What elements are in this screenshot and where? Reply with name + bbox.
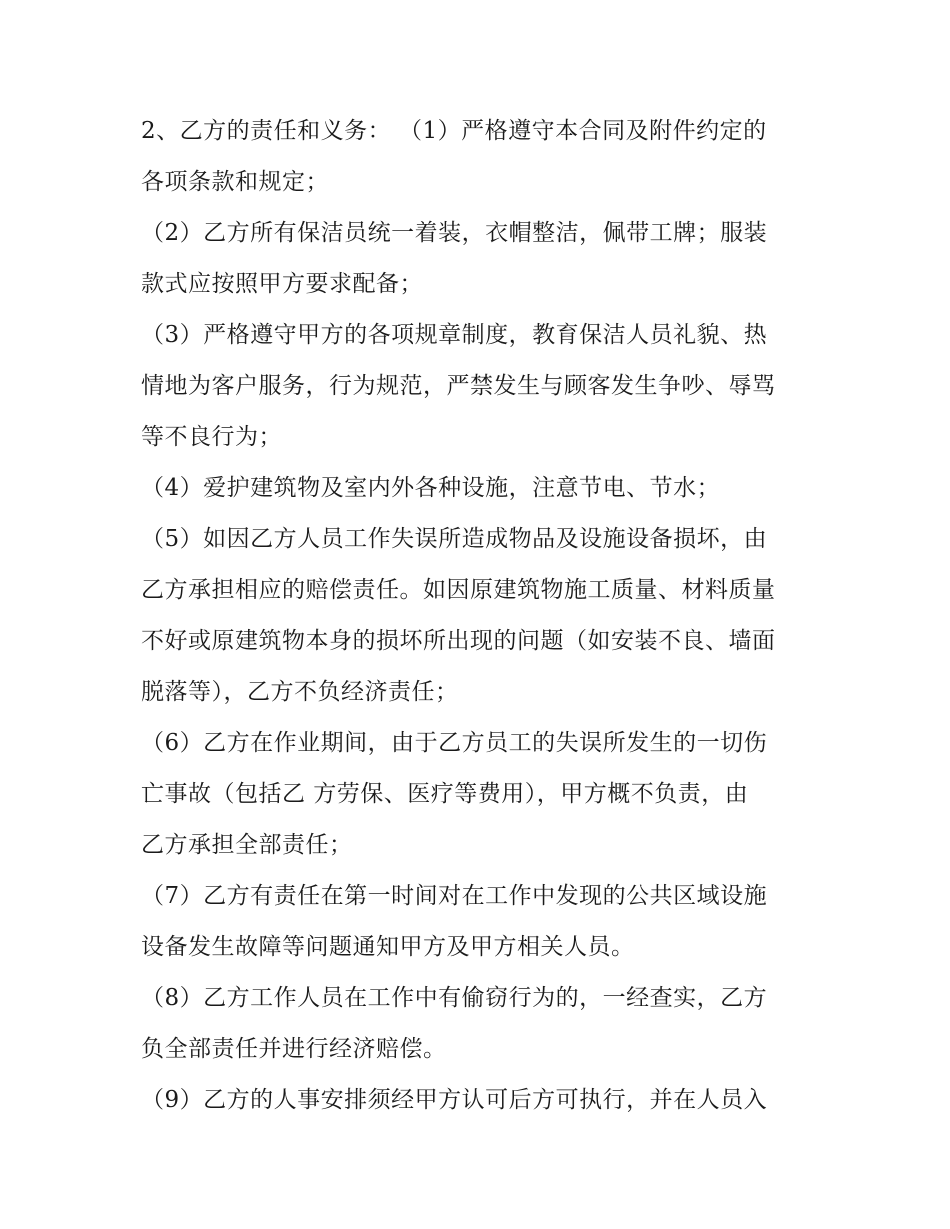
text-line: 乙方承担全部责任；: [141, 832, 353, 858]
text-line: （6）乙方在作业期间，由于乙方员工的失误所发生的一切伤: [141, 730, 768, 756]
text-line: 负全部责任并进行经济赔偿。: [141, 1036, 447, 1062]
text-line: （8）乙方工作人员在工作中有偷窃行为的，一经查实，乙方: [141, 985, 768, 1011]
text-line: 设备发生故障等问题通知甲方及甲方相关人员。: [141, 934, 635, 960]
text-line: （9）乙方的人事安排须经甲方认可后方可执行，并在人员入: [141, 1087, 768, 1113]
document-body: [141, 106, 821, 1126]
text-line: （2）乙方所有保洁员统一着装，衣帽整洁，佩带工牌；服装: [141, 220, 768, 246]
text-line: （7）乙方有责任在第一时间对在工作中发现的公共区域设施: [141, 883, 768, 909]
text-line: 各项条款和规定；: [141, 169, 329, 195]
text-line: （5）如因乙方人员工作失误所造成物品及设施设备损坏，由: [141, 526, 768, 552]
text-line: 不好或原建筑物本身的损坏所出现的问题（如安装不良、墙面: [141, 628, 776, 654]
text-line: 等不良行为；: [141, 424, 282, 450]
text-line: （4）爱护建筑物及室内外各种设施，注意节电、节水；: [141, 475, 721, 501]
text-line: （3）严格遵守甲方的各项规章制度，教育保洁人员礼貌、热: [141, 322, 768, 348]
text-line: 脱落等），乙方不负经济责任；: [141, 679, 459, 705]
text-line: 情地为客户服务，行为规范，严禁发生与顾客发生争吵、辱骂: [141, 373, 776, 399]
text-line: 款式应按照甲方要求配备；: [141, 271, 423, 297]
text-line: 2、乙方的责任和义务： （1）严格遵守本合同及附件约定的: [141, 118, 767, 144]
text-line: 乙方承担相应的赔偿责任。如因原建筑物施工质量、材料质量: [141, 577, 776, 603]
text-line: 亡事故（包括乙 方劳保、医疗等费用），甲方概不负责，由: [141, 781, 749, 807]
